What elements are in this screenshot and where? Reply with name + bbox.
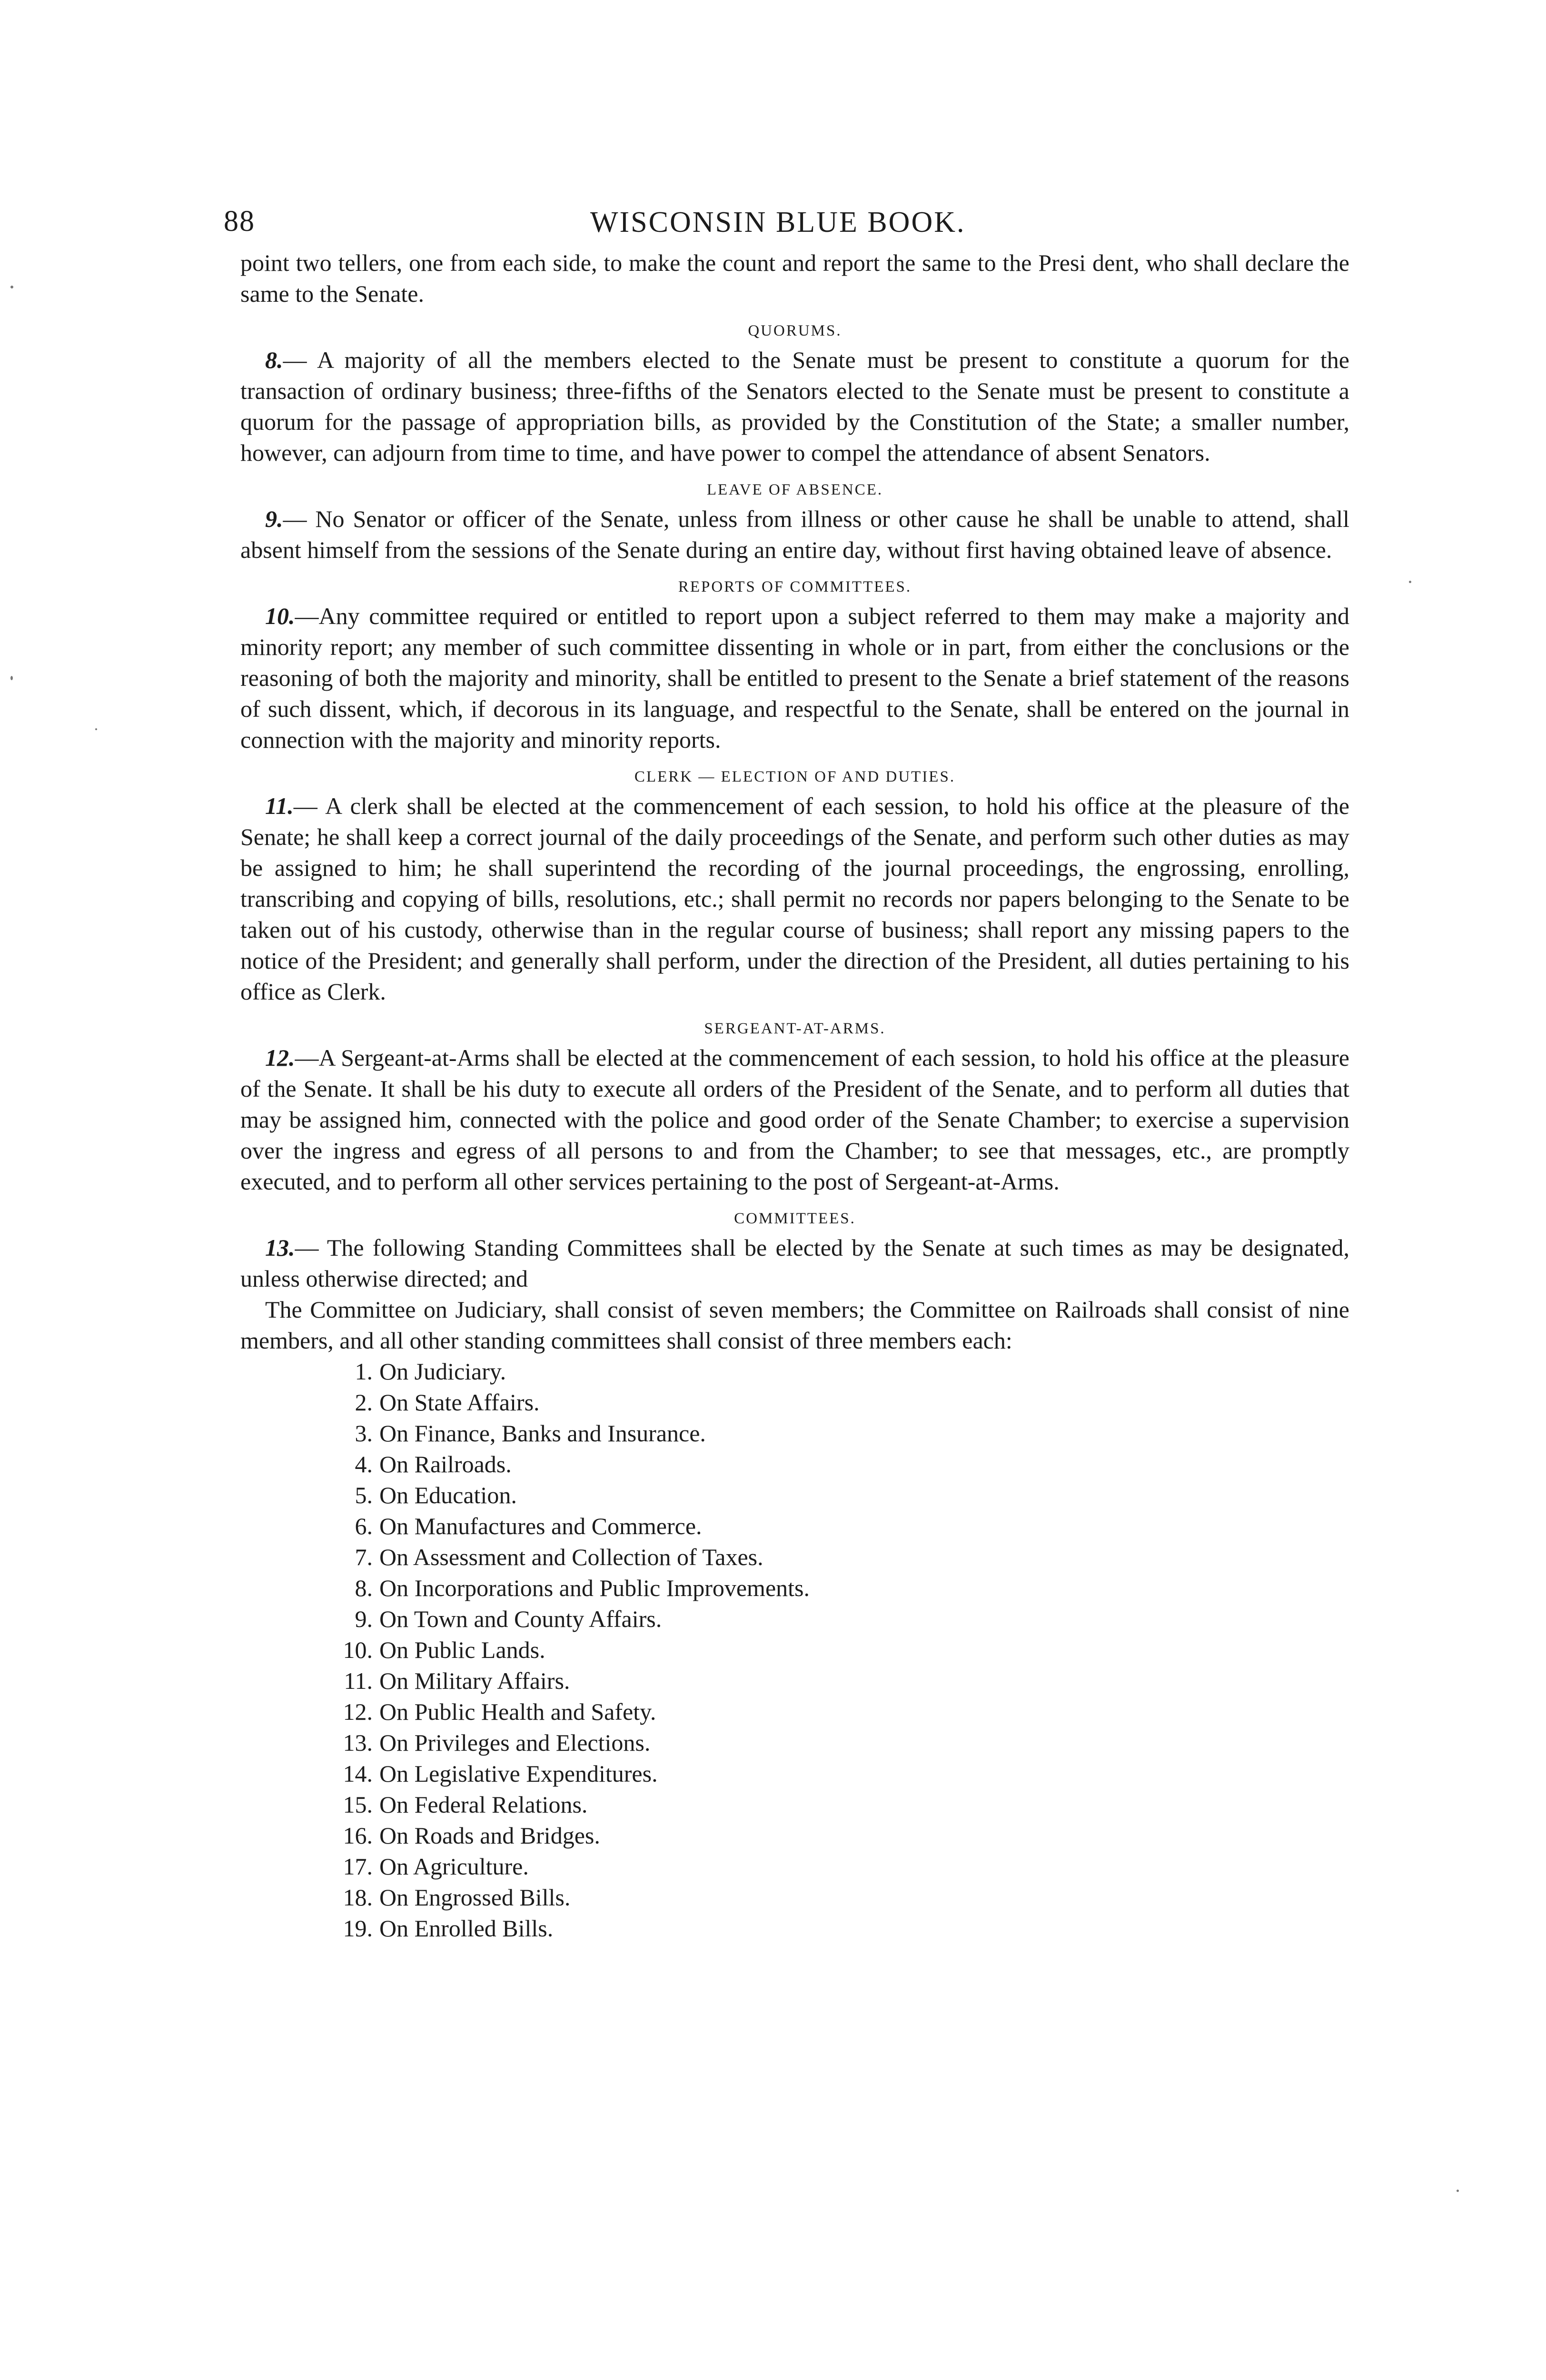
- committees-intro: The Committee on Judiciary, shall consist of seven members; the Committee on Railroads shall consist of nine members, and all other standing committees shall consist of three members each:: [240, 1296, 1349, 1354]
- item-label: On Incorporations and Public Improvements.: [379, 1575, 810, 1601]
- item-number: 15.: [343, 1791, 373, 1818]
- list-item: [336, 1480, 1349, 1511]
- list-item: [336, 1356, 1349, 1387]
- rule-heading: REPORTS OF COMMITTEES.: [678, 578, 912, 595]
- item-number: 18.: [343, 1884, 373, 1911]
- running-title: WISCONSIN BLUE BOOK.: [590, 206, 966, 238]
- item-label: On Federal Relations.: [379, 1791, 588, 1818]
- rule-number: 11.: [265, 793, 294, 819]
- item-label: On Legislative Expenditures.: [379, 1760, 658, 1787]
- item-number: 10.: [343, 1636, 373, 1663]
- scan-speck: [1409, 581, 1411, 583]
- rule-text: —A Sergeant-at-Arms shall be elected at the commencement of each session, to hold his office at the pleasure of the Senate. It shall be his duty to execute all orders of the President of the Senate, and to perform all duties that may be assigned him, connected with the police and good order of the Senate Chamber; to exercise a supervision over the ingress and egress of all persons to and from the Chamber; to see that messages, etc., are promptly executed, and to perform all other services pertaining to the post of Sergeant-at-Arms.: [240, 1044, 1349, 1195]
- item-number: 2.: [355, 1389, 373, 1416]
- item-label: On Roads and Bridges.: [379, 1822, 600, 1849]
- scan-speck: [1457, 2190, 1459, 2192]
- item-number: 19.: [343, 1915, 373, 1942]
- rule-text: — The following Standing Committees shall be elected by the Senate at such times as may be designated, unless otherwise directed; and: [240, 1234, 1349, 1292]
- list-item: [336, 1882, 1349, 1913]
- list-item: [336, 1542, 1349, 1573]
- scan-speck: [10, 286, 13, 288]
- rule-number: 9.: [265, 506, 283, 532]
- item-label: On Privileges and Elections.: [379, 1729, 651, 1756]
- item-number: 6.: [355, 1513, 373, 1539]
- list-item: [336, 1758, 1349, 1789]
- rule-leave-of-absence: [240, 479, 1349, 565]
- item-number: 3.: [355, 1420, 373, 1447]
- rule-quorums: [240, 320, 1349, 468]
- list-item: [336, 1696, 1349, 1727]
- list-item: [336, 1511, 1349, 1542]
- item-label: On Manufactures and Commerce.: [379, 1513, 702, 1539]
- item-number: 8.: [355, 1575, 373, 1601]
- rule-paragraph: [240, 1232, 1349, 1294]
- item-number: 4.: [355, 1451, 373, 1478]
- item-label: On Engrossed Bills.: [379, 1884, 571, 1911]
- rule-heading: COMMITTEES.: [734, 1210, 856, 1227]
- item-label: On Military Affairs.: [379, 1667, 570, 1694]
- rule-sergeant-at-arms: [240, 1018, 1349, 1197]
- rule-text: —Any committee required or entitled to report upon a subject referred to them may make a majority and minority report; any member of such committee dissenting in whole or in part, from either the conclusions or the reasoning of both the majority and minority, shall be entitled to present to the Senate a brief statement of the reasons of such dissent, which, if decorous in its language, and respectful to the Senate, shall be entered on the journal in connection with the majority and minority reports.: [240, 603, 1349, 753]
- rule-number: 8.: [265, 347, 283, 373]
- rule-heading: CLERK — ELECTION OF AND DUTIES.: [634, 768, 956, 785]
- page-number: 88: [224, 205, 255, 238]
- list-item: [336, 1604, 1349, 1635]
- page-header: [224, 195, 1349, 248]
- item-number: 9.: [355, 1606, 373, 1632]
- committee-list: [240, 1356, 1349, 1944]
- list-item: [336, 1635, 1349, 1666]
- item-number: 5.: [355, 1482, 373, 1508]
- scan-speck: [10, 676, 13, 680]
- item-label: On State Affairs.: [379, 1389, 540, 1416]
- continuation-paragraph: point two tellers, one from each side, to make the count and report the same to the Presi dent, who shall declare the same to the Senate.: [240, 249, 1349, 307]
- item-label: On Agriculture.: [379, 1853, 529, 1880]
- item-label: On Public Lands.: [379, 1636, 545, 1663]
- rule-paragraph: [240, 504, 1349, 565]
- list-item: [336, 1727, 1349, 1758]
- item-number: 13.: [343, 1729, 373, 1756]
- item-number: 11.: [344, 1667, 373, 1694]
- rule-text: — A majority of all the members elected to the Senate must be present to constitute a quorum for the transaction of ordinary business; three-fifths of the Senators elected to the Senate must be present to constitute a quorum for the passage of appropriation bills, as provided by the Constitution of the State; a smaller number, however, can adjourn from time to time, and have power to compel the attendance of absent Senators.: [240, 347, 1349, 466]
- rule-text: — A clerk shall be elected at the commencement of each session, to hold his office at the pleasure of the Senate; he shall keep a correct journal of the daily proceedings of the Senate, and perform such other duties as may be assigned to him; he shall superintend the recording of the journal proceedings, the engrossing, enrolling, transcribing and copying of bills, resolutions, etc.; shall permit no records nor papers belonging to the Senate to be taken out of his custody, otherwise than in the regular course of business; shall report any missing papers to the notice of the President; and generally shall perform, under the direction of the President, all duties pertaining to his office as Clerk.: [240, 793, 1349, 1005]
- scan-speck: [95, 728, 97, 730]
- item-number: 12.: [343, 1698, 373, 1725]
- rule-paragraph: [240, 1042, 1349, 1197]
- item-number: 16.: [343, 1822, 373, 1849]
- rule-text: — No Senator or officer of the Senate, unless from illness or other cause he shall be unable to attend, shall absent himself from the sessions of the Senate during an entire day, without first having obtained leave of absence.: [240, 506, 1349, 563]
- item-number: 7.: [355, 1544, 373, 1570]
- rule-paragraph: [240, 791, 1349, 1007]
- list-item: [336, 1573, 1349, 1604]
- rule-number: 10.: [265, 603, 295, 629]
- rule-reports-of-committees: [240, 576, 1349, 755]
- list-item: [336, 1820, 1349, 1851]
- item-label: On Assessment and Collection of Taxes.: [379, 1544, 763, 1570]
- rule-number: 12.: [265, 1044, 295, 1071]
- item-label: On Education.: [379, 1482, 517, 1508]
- rule-committees: [240, 1208, 1349, 1944]
- document-page: [224, 195, 1349, 1944]
- list-item: [336, 1418, 1349, 1449]
- list-item: [336, 1913, 1349, 1944]
- rule-heading: QUORUMS.: [748, 322, 842, 339]
- item-label: On Finance, Banks and Insurance.: [379, 1420, 706, 1447]
- rule-heading: SERGEANT-AT-ARMS.: [704, 1020, 886, 1037]
- item-label: On Public Health and Safety.: [379, 1698, 656, 1725]
- item-label: On Judiciary.: [379, 1358, 506, 1385]
- rule-paragraph: [240, 601, 1349, 755]
- rule-clerk: [240, 766, 1349, 1007]
- item-label: On Town and County Affairs.: [379, 1606, 662, 1632]
- item-number: 17.: [343, 1853, 373, 1880]
- list-item: [336, 1666, 1349, 1696]
- rule-heading: LEAVE OF ABSENCE.: [706, 481, 883, 498]
- rule-paragraph: [240, 345, 1349, 468]
- list-item: [336, 1851, 1349, 1882]
- item-number: 14.: [343, 1760, 373, 1787]
- rule-number: 13.: [265, 1234, 295, 1261]
- list-item: [336, 1449, 1349, 1480]
- list-item: [336, 1789, 1349, 1820]
- item-label: On Enrolled Bills.: [379, 1915, 554, 1942]
- item-label: On Railroads.: [379, 1451, 512, 1478]
- list-item: [336, 1387, 1349, 1418]
- item-number: 1.: [355, 1358, 373, 1385]
